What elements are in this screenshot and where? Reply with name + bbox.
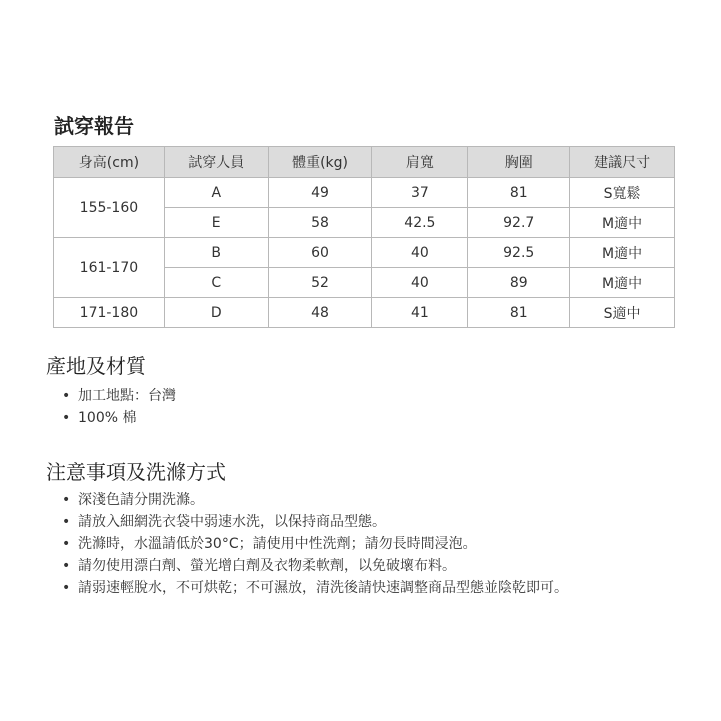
table-header-row [54,147,675,178]
weight-cell: 48 [268,298,372,328]
person-cell: D [164,298,268,328]
fitting-report-table [53,146,675,328]
header-shoulder: 肩寬 [372,147,468,178]
chest-cell: 92.7 [468,208,570,238]
weight-cell: 52 [268,268,372,298]
person-cell: C [164,268,268,298]
bullet-icon: • [62,388,71,404]
origin-title: 產地及材質 [46,354,146,378]
shoulder-cell: 37 [372,178,468,208]
list-item [62,407,176,429]
care-list [62,489,568,599]
size-cell: M適中 [570,208,675,238]
height-cell: 171-180 [54,298,165,328]
chest-cell: 81 [468,178,570,208]
list-item-text: 洗滌時，水溫請低於30°C；請使用中性洗劑；請勿長時間浸泡。 [78,536,477,552]
care-title: 注意事項及洗滌方式 [46,460,226,484]
shoulder-cell: 42.5 [372,208,468,238]
header-weight: 體重(kg) [268,147,372,178]
list-item [62,385,176,407]
header-person: 試穿人員 [164,147,268,178]
size-cell: M適中 [570,268,675,298]
list-item-text: 100% 棉 [78,410,137,426]
shoulder-cell: 40 [372,268,468,298]
header-size: 建議尺寸 [570,147,675,178]
list-item-text: 請放入細網洗衣袋中弱速水洗，以保持商品型態。 [78,514,386,530]
person-cell: A [164,178,268,208]
list-item [62,511,568,533]
table-row [54,238,675,268]
bullet-icon: • [62,410,71,426]
person-cell: B [164,238,268,268]
list-item-text: 請勿使用漂白劑、螢光增白劑及衣物柔軟劑，以免破壞布料。 [78,558,456,574]
weight-cell: 49 [268,178,372,208]
header-height: 身高(cm) [54,147,165,178]
weight-cell: 58 [268,208,372,238]
chest-cell: 89 [468,268,570,298]
header-chest: 胸圍 [468,147,570,178]
report-title: 試穿報告 [54,114,134,138]
list-item-text: 深淺色請分開洗滌。 [78,492,204,508]
shoulder-cell: 40 [372,238,468,268]
bullet-icon: • [62,558,71,574]
bullet-icon: • [62,514,71,530]
list-item [62,555,568,577]
weight-cell: 60 [268,238,372,268]
table-row [54,178,675,208]
bullet-icon: • [62,580,71,596]
table-row [54,298,675,328]
list-item-text: 加工地點：台灣 [78,388,176,404]
chest-cell: 92.5 [468,238,570,268]
height-cell: 155-160 [54,178,165,238]
size-cell: S寬鬆 [570,178,675,208]
list-item [62,489,568,511]
shoulder-cell: 41 [372,298,468,328]
bullet-icon: • [62,536,71,552]
list-item [62,577,568,599]
person-cell: E [164,208,268,238]
height-cell: 161-170 [54,238,165,298]
list-item [62,533,568,555]
size-cell: S適中 [570,298,675,328]
chest-cell: 81 [468,298,570,328]
bullet-icon: • [62,492,71,508]
size-cell: M適中 [570,238,675,268]
list-item-text: 請弱速輕脫水，不可烘乾；不可濕放，清洗後請快速調整商品型態並陰乾即可。 [78,580,568,596]
origin-list [62,385,176,429]
